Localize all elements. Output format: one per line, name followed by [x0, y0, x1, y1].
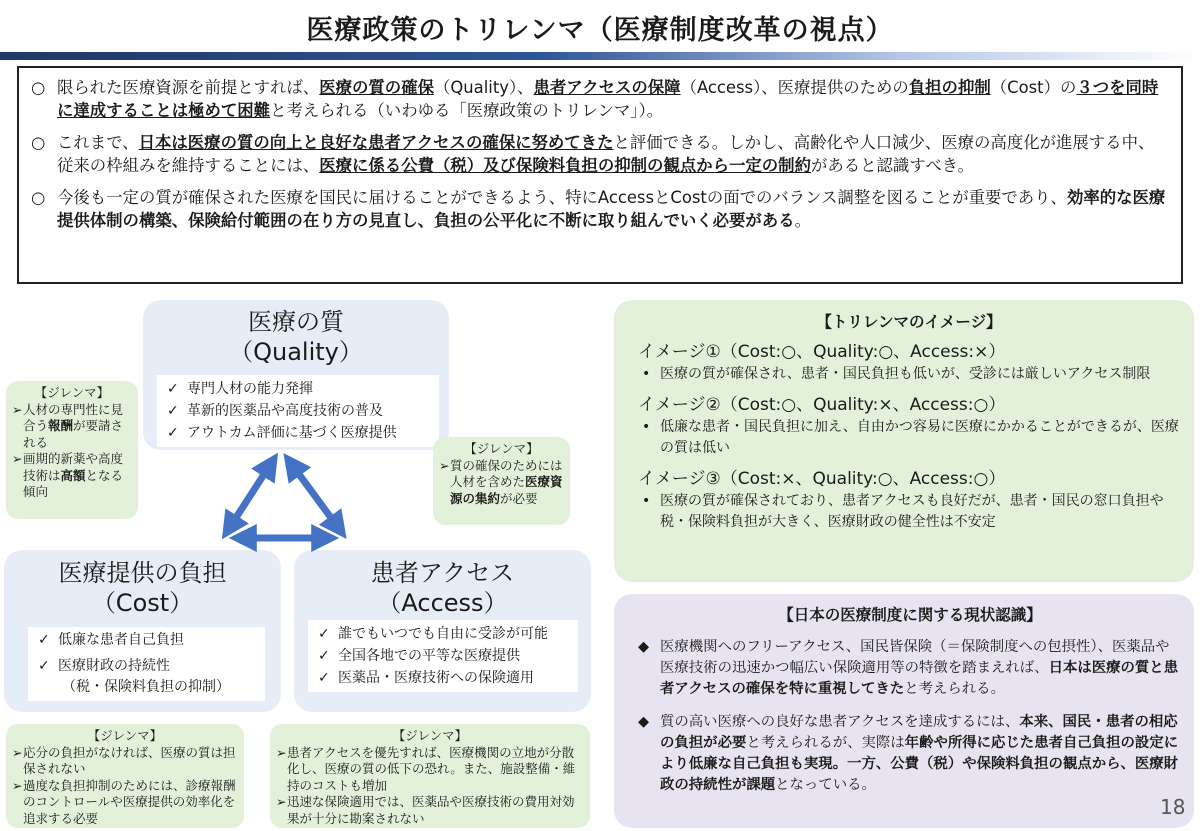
- dilemma-item: [276, 745, 584, 795]
- arrow-bullet-icon: ➢: [276, 744, 287, 760]
- image-title: イメージ③（Cost:×、Quality:○、Access:○）: [638, 469, 1006, 489]
- arrow-bullet-icon: ➢: [12, 777, 23, 793]
- quality-list: [157, 375, 439, 447]
- check-icon: ✓: [38, 632, 50, 648]
- status-emphasis: 年齢や所得に応じた患者自己負担の設定により低廉な自己負担も実現。一方、公費（税）や保険料負担の観点から、医療財政の持続性が課題: [660, 735, 1179, 793]
- dilemma-item: [439, 458, 564, 508]
- image-title: イメージ②（Cost:○、Quality:×、Access:○）: [638, 395, 1006, 415]
- dilemma-item: [12, 745, 238, 778]
- dilemma-text: 人材の専門性に見合う: [23, 401, 124, 433]
- image-item-1: [638, 340, 1180, 385]
- dilemma-header: 【ジレンマ】: [464, 441, 539, 456]
- circle-bullet-icon: ○: [31, 188, 46, 207]
- list-item-sublabel: （税・保険料負担の抑制）: [62, 679, 230, 695]
- dilemma-item: [276, 794, 584, 827]
- status-text: と考えられるが、実際は: [746, 735, 905, 751]
- intro-2-constraint: 医療に係る公費（税）及び保険料負担の抑制の観点から一定の制約: [319, 156, 811, 175]
- intro-2-text: これまで、: [57, 133, 139, 152]
- arrow-bullet-icon: ➢: [276, 794, 287, 809]
- intro-2-emphasis: 日本は医療の質の向上と良好な患者アクセスの確保に努めてきた: [138, 133, 614, 152]
- dilemma-access: [270, 724, 590, 828]
- arrow-quality-access: [290, 462, 340, 530]
- intro-bullet-1: [31, 76, 1169, 122]
- check-icon: ✓: [318, 670, 330, 686]
- trilemma-image-header: 【トリレンマのイメージ】: [816, 313, 1002, 331]
- intro-1-text: と考えられる（いわゆる「医療政策のトリレンマ」）。: [270, 101, 664, 120]
- intro-1-quality: 医療の質の確保: [319, 78, 434, 97]
- intro-2-text: と評価できる。しかし、高齢化や人口減少、医療の高度化が進展する中、従来の枠組みを維持することには、: [57, 133, 1155, 175]
- status-text: となっている。: [775, 777, 876, 793]
- list-item-label: 全国各地での平等な医療提供: [338, 648, 520, 664]
- dilemma-quality-left: [6, 381, 138, 519]
- status-emphasis: 本来、国民・患者の相応の負担が必要: [660, 714, 1178, 751]
- image-desc-text: 低廉な患者・国民負担に加え、自由かつ容易に医療にかかることができるが、医療の質は低い: [660, 419, 1179, 456]
- quality-subtitle: （Quality）: [229, 338, 363, 366]
- check-icon: ✓: [167, 425, 179, 441]
- dilemma-text: が要請される: [23, 418, 124, 450]
- quality-title: 医療の質: [248, 308, 344, 336]
- intro-3-text: 今後も一定の質が確保された医療を国民に届けることができるよう、特にAccessとCostの面でのバランス調整を図ることが重要であり、: [57, 188, 1067, 207]
- access-subtitle: （Access）: [377, 589, 508, 617]
- dilemma-text: となる傾向: [23, 467, 124, 499]
- intro-bullet-2: [31, 131, 1169, 177]
- check-icon: ✓: [318, 648, 330, 664]
- list-item: [165, 400, 431, 422]
- check-icon: ✓: [318, 626, 330, 642]
- list-item: [36, 630, 257, 651]
- title-bar: [0, 52, 1200, 60]
- image-desc-text: 医療の質が確保されており、患者アクセスも良好だが、患者・国民の窓口負担や税・保険料負担が大きく、医療財政の健全性は不安定: [660, 493, 1164, 530]
- dilemma-text: 迅速な保険適用では、医薬品や医療技術の費用対効果が十分に勘案されない: [287, 794, 575, 826]
- dilemma-text: が必要: [500, 490, 538, 506]
- check-icon: ✓: [38, 658, 50, 674]
- list-item: [316, 667, 570, 689]
- dilemma-header: 【ジレンマ】: [87, 728, 163, 743]
- page-number: 18: [1160, 795, 1186, 819]
- list-item: [36, 656, 257, 698]
- check-icon: ✓: [167, 381, 179, 397]
- list-item-label: 低廉な患者自己負担: [58, 632, 184, 648]
- arrow-bullet-icon: ➢: [439, 457, 450, 473]
- image-title: イメージ①（Cost:○、Quality:○、Access:×）: [638, 342, 1006, 362]
- image-item-3: [638, 467, 1180, 533]
- intro-3-emphasis: 効率的な医療提供体制の構築、保険給付範囲の在り方の見直し、負担の公平化に不断に取り組んでいく必要がある: [57, 188, 1166, 230]
- list-item-label: アウトカム評価に基づく医療提供: [187, 425, 397, 441]
- dilemma-emphasis: 医療資源の集約: [450, 474, 563, 506]
- list-item-label: 医療財政の持続性: [58, 658, 170, 674]
- list-item: [316, 623, 570, 645]
- dilemma-text: 質の確保のためには人材を含めた: [450, 457, 563, 489]
- intro-1-text: （Quality）、: [433, 78, 534, 97]
- dilemma-text: 患者アクセスを優先すれば、医療機関の立地が分散化し、医療の質の低下の恐れ。また、施設整備・維持のコストも増加: [287, 744, 576, 793]
- status-header: 【日本の医療制度に関する現状認識】: [778, 606, 1042, 624]
- cost-list: [28, 627, 265, 701]
- status-panel: [614, 594, 1194, 828]
- trilemma-arrows: [190, 448, 390, 558]
- dilemma-cost: [6, 724, 244, 828]
- intro-1-text: （Access）、医療提供のための: [680, 78, 909, 97]
- list-item: [165, 378, 431, 400]
- list-item-label: 革新的医薬品や高度技術の普及: [187, 403, 383, 419]
- bullet-dot-icon: •: [642, 419, 651, 435]
- dilemma-header: 【ジレンマ】: [392, 728, 468, 743]
- list-item-label: 医薬品・医療技術への保険適用: [338, 670, 534, 686]
- bullet-dot-icon: •: [642, 493, 651, 509]
- image-desc: [638, 364, 1180, 385]
- dilemma-item: [12, 451, 132, 501]
- intro-1-difficulty: ３つを同時に達成することは極めて困難: [57, 78, 1159, 120]
- intro-1-text: （Cost）の: [990, 78, 1077, 97]
- intro-1-access: 患者アクセスの保障: [533, 78, 681, 97]
- circle-bullet-icon: ○: [31, 78, 46, 97]
- dilemma-emphasis: 報酬: [48, 418, 74, 433]
- status-text: 質の高い医療への良好な患者アクセスを達成するには、: [660, 714, 1020, 730]
- trilemma-image-panel: [614, 300, 1194, 582]
- list-item: [316, 645, 570, 667]
- status-item-2: [638, 712, 1182, 796]
- dilemma-emphasis: 高額: [60, 467, 86, 483]
- cost-subtitle: （Cost）: [91, 589, 194, 617]
- intro-1-text: 限られた医療資源を前提とすれば、: [57, 78, 320, 97]
- page-title: 医療政策のトリレンマ（医療制度改革の視点）: [306, 15, 894, 46]
- list-item-label: 誰でもいつでも自由に受診が可能: [338, 626, 548, 642]
- arrow-bullet-icon: ➢: [12, 451, 23, 466]
- image-item-2: [638, 393, 1180, 459]
- dilemma-quality-right: [433, 437, 570, 525]
- intro-box: [17, 66, 1183, 284]
- bullet-dot-icon: •: [642, 366, 651, 382]
- diamond-bullet-icon: ◆: [638, 639, 650, 655]
- arrow-bullet-icon: ➢: [12, 744, 23, 760]
- arrow-quality-cost: [228, 462, 272, 530]
- status-emphasis: 日本は医療の質と患者アクセスの確保を特に重視してきた: [660, 660, 1179, 697]
- intro-bullet-3: [31, 186, 1169, 232]
- image-desc: [638, 491, 1180, 533]
- circle-bullet-icon: ○: [31, 133, 46, 152]
- image-desc-text: 医療の質が確保され、患者・国民負担も低いが、受診には厳しいアクセス制限: [660, 366, 1151, 382]
- intro-1-cost: 負担の抑制: [908, 78, 991, 97]
- arrow-bullet-icon: ➢: [12, 401, 23, 417]
- dilemma-text: 過度な負担抑制のためには、診療報酬のコントロールや医療提供の効率化を追求する必要: [23, 777, 236, 826]
- cost-title: 医療提供の負担: [58, 559, 227, 587]
- list-item: [165, 422, 431, 444]
- list-item-label: 専門人材の能力発揮: [187, 381, 313, 397]
- dilemma-text: 画期的新薬や高度技術は: [23, 451, 124, 483]
- image-desc: [638, 417, 1180, 459]
- status-text: 医療機関へのフリーアクセス、国民皆保険（＝保険制度への包摂性）、医薬品や医療技術の迅速かつ幅広い保険適用等の特徴を踏まえれば、: [660, 639, 1170, 676]
- dilemma-header: 【ジレンマ】: [34, 385, 110, 400]
- access-list: [308, 620, 578, 692]
- intro-2-text: があると認識すべき。: [810, 156, 974, 175]
- dilemma-text: 応分の負担がなければ、医療の質は担保されない: [23, 744, 236, 776]
- diamond-bullet-icon: ◆: [638, 714, 650, 730]
- status-item-1: [638, 637, 1182, 700]
- intro-3-text: 。: [794, 211, 811, 230]
- status-text: と考えられる。: [904, 681, 1005, 697]
- dilemma-item: [12, 402, 132, 452]
- access-title: 患者アクセス: [370, 559, 515, 587]
- check-icon: ✓: [167, 403, 179, 419]
- dilemma-item: [12, 778, 238, 828]
